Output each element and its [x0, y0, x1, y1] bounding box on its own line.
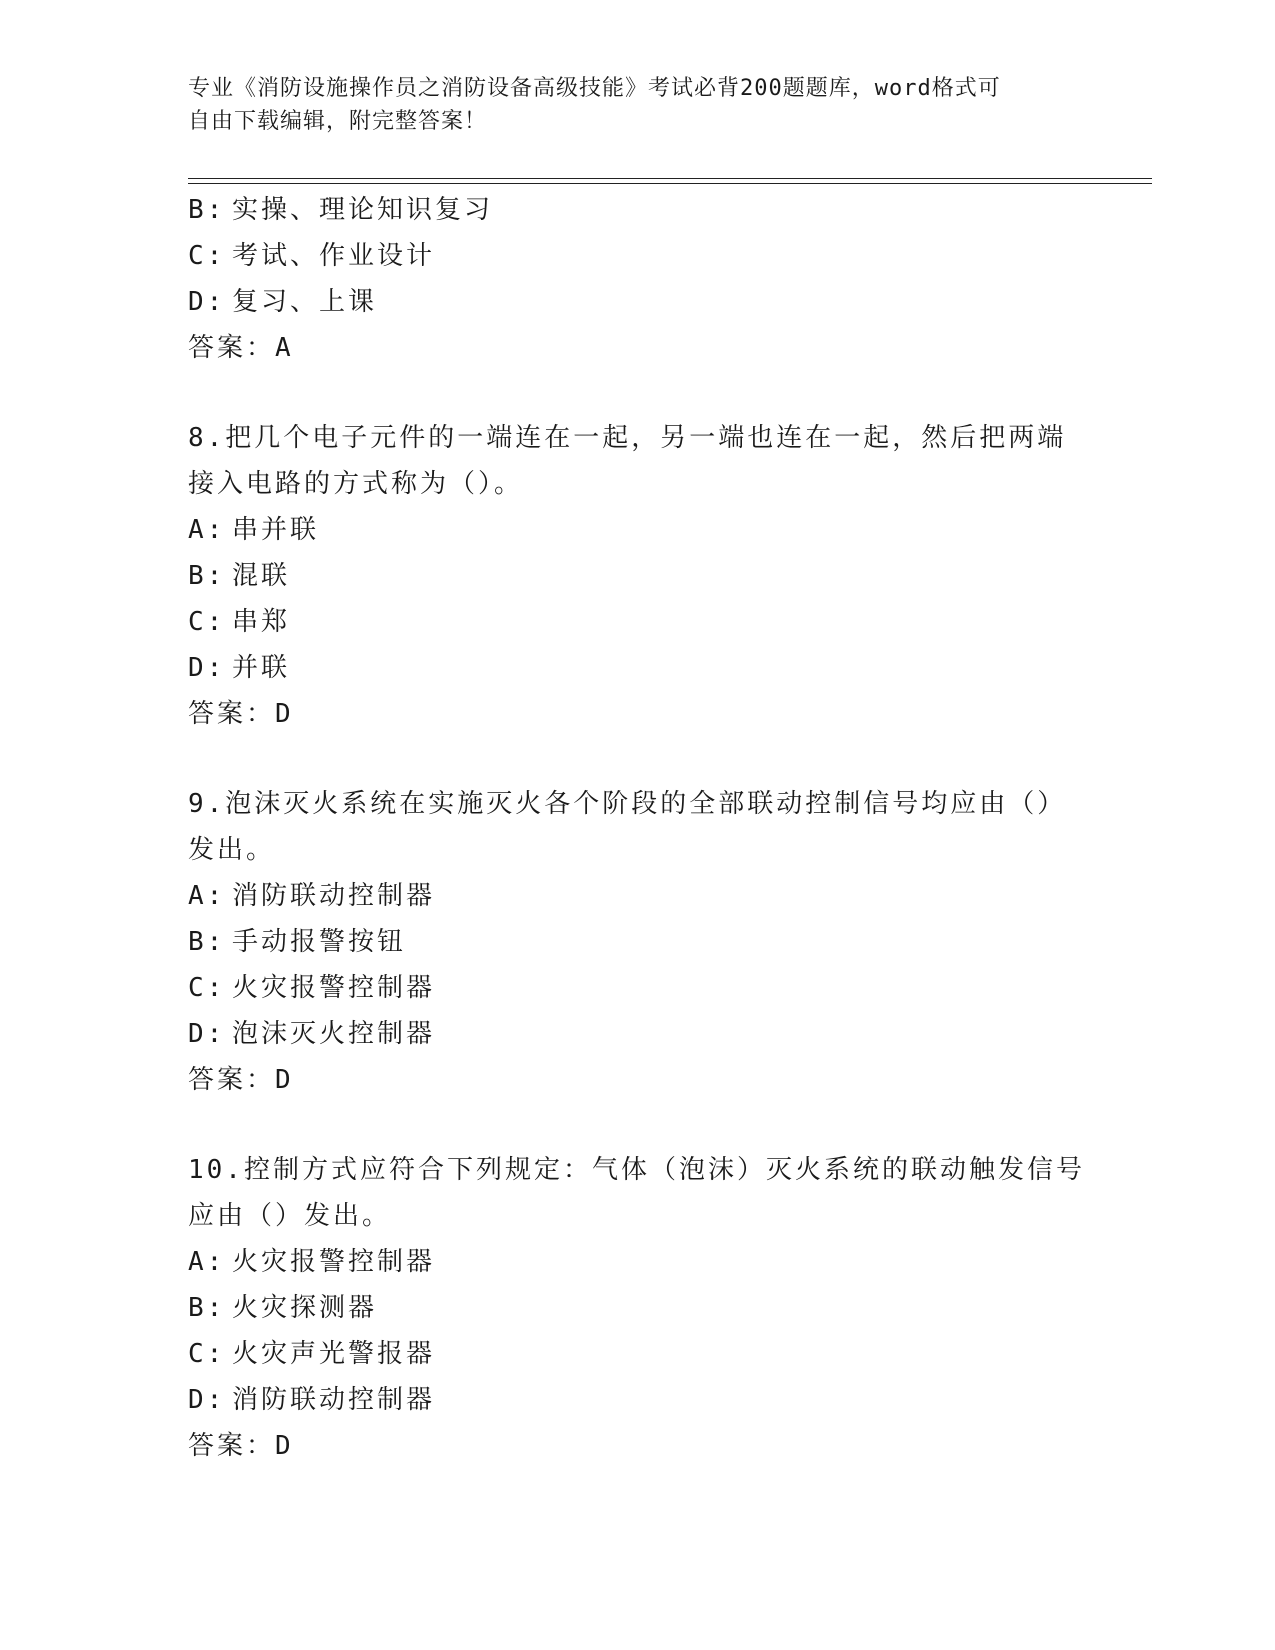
- option-a: A: 消防联动控制器: [188, 881, 436, 911]
- answer-line: 答案：A: [188, 333, 294, 363]
- answer-line: 答案：D: [188, 1431, 294, 1461]
- option-d: D: 并联: [188, 653, 291, 683]
- option-b: B: 手动报警按钮: [188, 927, 407, 957]
- header-divider-bottom: [188, 183, 1152, 184]
- option-a: A: 火灾报警控制器: [188, 1247, 436, 1277]
- header-line-1: 专业《消防设施操作员之消防设备高级技能》考试必背200题题库，word格式可: [188, 76, 1001, 101]
- answer-line: 答案：D: [188, 699, 294, 729]
- spacer: [188, 371, 1088, 415]
- header-line-2: 自由下载编辑，附完整答案！: [188, 109, 488, 134]
- option-c: C: 火灾报警控制器: [188, 973, 436, 1003]
- option-a: A: 串并联: [188, 515, 320, 545]
- continued-question: [188, 187, 1088, 371]
- option-d: D: 泡沫灭火控制器: [188, 1019, 436, 1049]
- question-stem-line-2: 接入电路的方式称为（）。: [188, 469, 524, 499]
- option-d: D: 复习、上课: [188, 287, 378, 317]
- document-header: [188, 72, 1068, 138]
- question-8: [188, 415, 1088, 737]
- option-c: C: 考试、作业设计: [188, 241, 436, 271]
- option-b: B: 火灾探测器: [188, 1293, 378, 1323]
- question-stem-line-2: 应由（）发出。: [188, 1201, 392, 1231]
- question-stem-line-2: 发出。: [188, 835, 276, 865]
- question-9: [188, 781, 1088, 1103]
- question-stem-line-1: 9.泡沫灭火系统在实施灭火各个阶段的全部联动控制信号均应由（）: [188, 789, 1067, 819]
- question-content: [188, 187, 1088, 1469]
- option-b: B: 混联: [188, 561, 291, 591]
- option-d: D: 消防联动控制器: [188, 1385, 436, 1415]
- spacer: [188, 1103, 1088, 1147]
- spacer: [188, 737, 1088, 781]
- option-c: C: 火灾声光警报器: [188, 1339, 436, 1369]
- option-c: C: 串郑: [188, 607, 291, 637]
- answer-line: 答案：D: [188, 1065, 294, 1095]
- option-b: B: 实操、理论知识复习: [188, 195, 494, 225]
- question-stem-line-1: 8.把几个电子元件的一端连在一起，另一端也连在一起，然后把两端: [188, 423, 1067, 453]
- header-divider-top: [188, 178, 1152, 179]
- question-stem-line-1: 10.控制方式应符合下列规定：气体（泡沫）灭火系统的联动触发信号: [188, 1155, 1085, 1185]
- question-10: [188, 1147, 1088, 1469]
